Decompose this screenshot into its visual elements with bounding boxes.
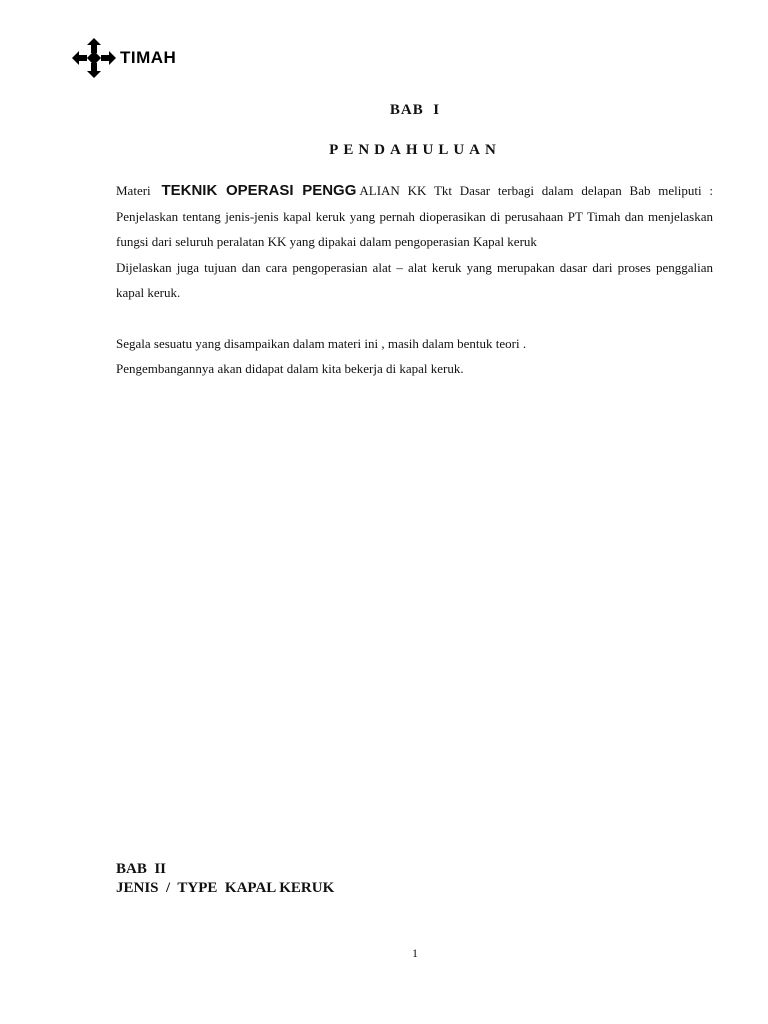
paragraph-4: Pengembangannya akan didapat dalam kita bekerja di kapal keruk. [116, 361, 464, 376]
timah-emblem-icon [70, 36, 118, 80]
course-title-emphasis: TEKNIK OPERASI PENGG [161, 182, 357, 199]
intro-text: ALIAN KK Tkt Dasar terbagi dalam delapan Bab meliputi : Penjelaskan tentang jenis-jenis kapal keruk yang pernah dioperasikan di perusahaan PT Timah dan menjelaskan fungsi dari seluruh peralatan KK yang dipakai dalam pengoperasian Kapal keruk [116, 183, 713, 249]
next-chapter-number: BAB II [116, 861, 167, 877]
company-logo [70, 36, 176, 80]
chapter-number: BAB I [389, 102, 441, 118]
document-body [116, 178, 713, 382]
intro-lead: Materi [116, 183, 151, 198]
chapter-title: PENDAHULUAN [329, 142, 501, 158]
next-chapter-title: JENIS / TYPE KAPAL KERUK [116, 880, 335, 896]
page-number: 1 [412, 946, 418, 960]
logo-text: TIMAH [120, 48, 177, 67]
intro-paragraph [116, 178, 713, 255]
next-chapter-heading [116, 860, 334, 898]
paragraph-2: Dijelaskan juga tujuan dan cara pengoperasian alat – alat keruk yang merupakan dasar dari proses penggalian kapal keruk. [116, 259, 713, 300]
paragraph-3: Segala sesuatu yang disampaikan dalam materi ini , masih dalam bentuk teori . [116, 335, 527, 351]
